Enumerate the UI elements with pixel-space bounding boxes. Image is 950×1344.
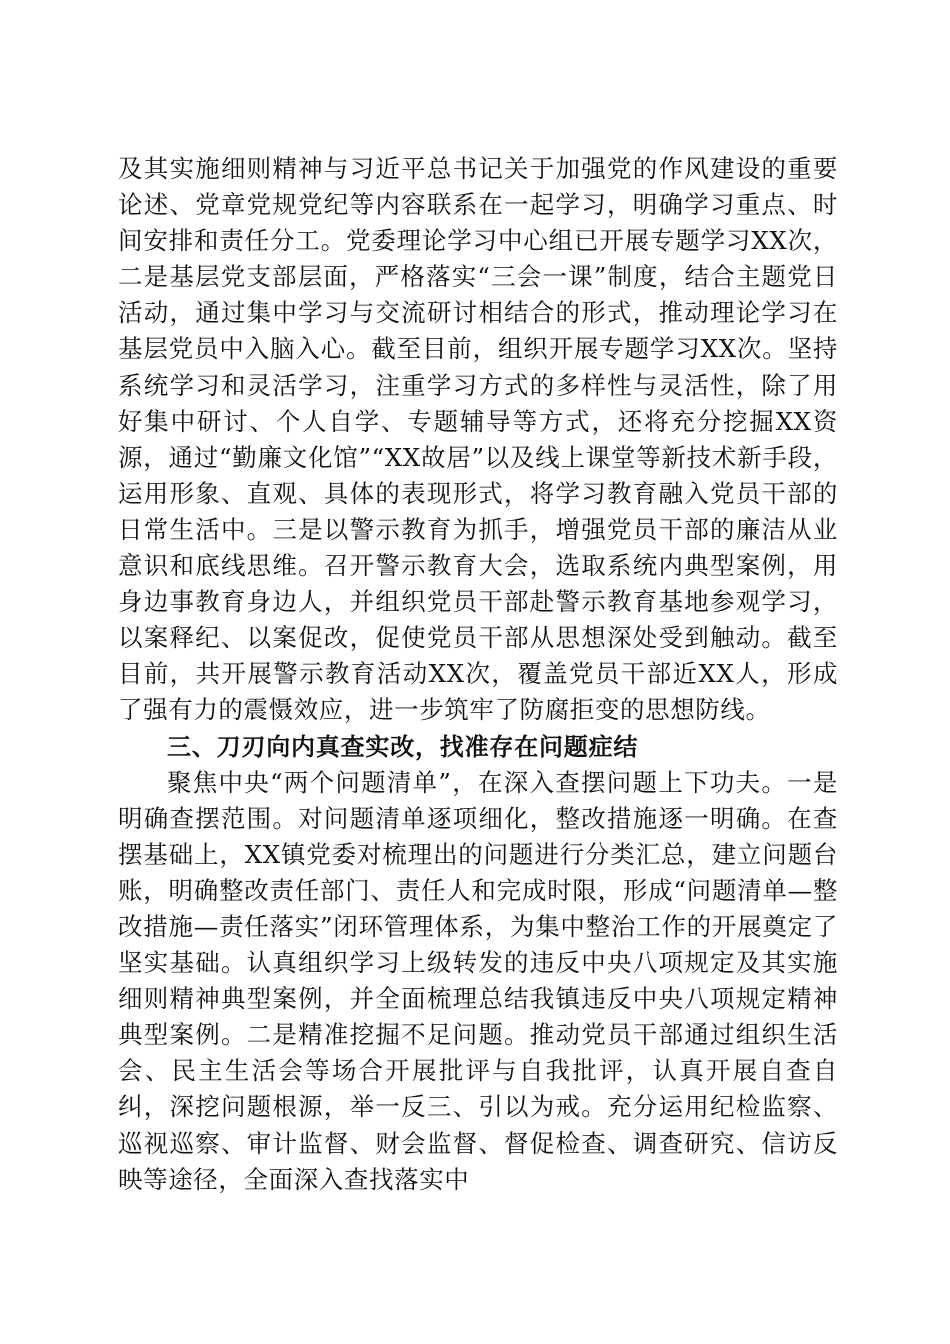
paragraph-section-3: 聚焦中央“两个问题清单”，在深入查摆问题上下功夫。一是明确查摆范围。对问题清单逐项细化，整改措施逐一明确。在查摆基础上，XX镇党委对梳理出的问题进行分类汇总，建立问题台账，明确整改责任部门、责任人和完成时限，形成“问题清单—整改措施—责任落实”闭环管理体系，为集中整治工作的开展奠定了坚实基础。认真组织学习上级转发的违反中央八项规定及其实施细则精神典型案例，并全面梳理总结我镇违反中央八项规定精神典型案例。二是精准挖掘不足问题。推动党员干部通过组织生活会、民主生活会等场合开展批评与自我批评，认真开展自查自纠，深挖问题根源，举一反三、引以为戒。充分运用纪检监察、巡视巡察、审计监督、财会监督、督促检查、调查研究、信访反映等途径，全面深入查找落实中 xyxy=(118,767,838,1194)
paragraph-continued: 及其实施细则精神与习近平总书记关于加强党的作风建设的重要论述、党章党规党纪等内容联系在一起学习，明确学习重点、时间安排和责任分工。党委理论学习中心组已开展专题学习XX次，二是基层党支部层面，严格落实“三会一课”制度，结合主题党日活动，通过集中学习与交流研讨相结合的形式，推动理论学习在基层党员中入脑入心。截至目前，组织开展专题学习XX次。坚持系统学习和灵活学习，注重学习方式的多样性与灵活性，除了用好集中研讨、个人自学、专题辅导等方式，还将充分挖掘XX资源，通过“勤廉文化馆”“XX故居”以及线上课堂等新技术新手段，运用形象、直观、具体的表现形式，将学习教育融入党员干部的日常生活中。三是以警示教育为抓手，增强党员干部的廉洁从业意识和底线思维。召开警示教育大会，选取系统内典型案例，用身边事教育身边人，并组织党员干部赴警示教育基地参观学习，以案释纪、以案促改，促使党员干部从思想深处受到触动。截至目前，共开展警示教育活动XX次，覆盖党员干部近XX人，形成了强有力的震慑效应，进一步筑牢了防腐拒变的思想防线。 xyxy=(118,154,838,725)
document-body xyxy=(118,151,838,1198)
section-heading-3: 三、刀刃向内真查实改，找准存在问题症结 xyxy=(167,732,639,761)
